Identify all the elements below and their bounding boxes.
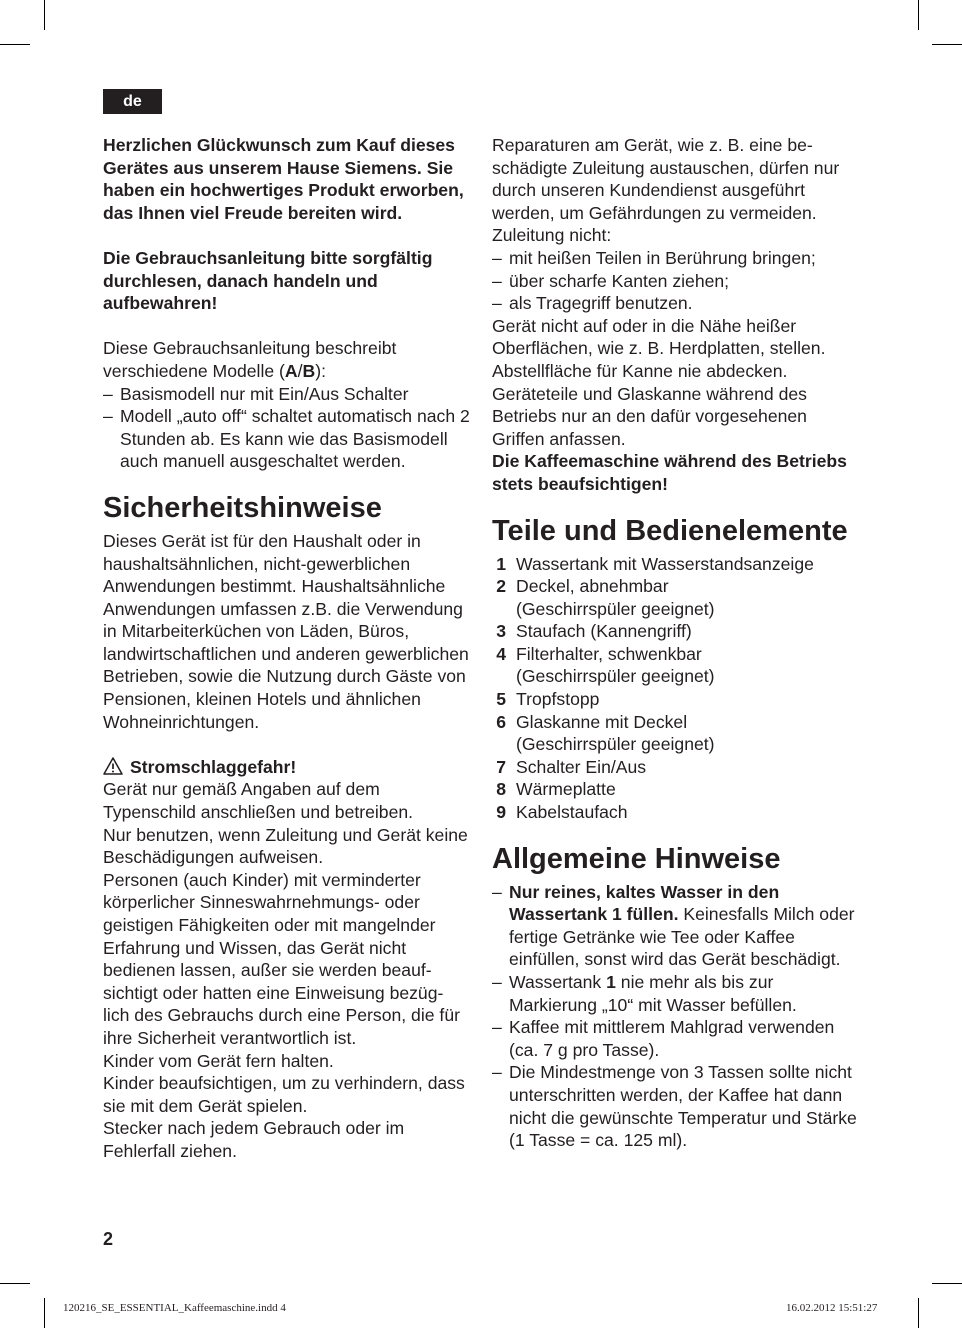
safety-heading: Sicherheitshinweise [103, 491, 382, 524]
crop-mark [932, 1283, 962, 1284]
parts-item-6: 6 Glaskanne mit Deckel (Geschirrspüler geeignet) [496, 711, 715, 755]
intro-read-instructions: Die Gebrauchsanleitung bitte sorgfältig durchlesen, danach handeln und aufbewahren! [103, 247, 433, 314]
parts-item-1: 1 Wassertank mit Wasserstandsanzeige [496, 553, 814, 574]
surface-text-1: Gerät nicht auf oder in die Nähe heißer Oberflächen, wie z. B. Herdplatten, stellen. [492, 315, 826, 359]
list-item: – Nur reines, kaltes Wasser in den Wassertank 1 füllen. Keinesfalls Milch oder fertige Getränke wie Tee oder Kaffee einfüllen, sonst wird das Gerät beschädigt. [492, 881, 855, 970]
list-item: – als Tragegriff benutzen. [492, 293, 693, 314]
shock-text-4: Kinder vom Gerät fern halten. [103, 1050, 334, 1071]
crop-mark [44, 1298, 45, 1328]
list-item: – Die Mindestmenge von 3 Tassen sollte nicht unterschritten werden, der Kaffee hat dann nicht die gewünschte Temperatur und Stärke (1 Tasse = ca. 125 ml). [492, 1062, 857, 1151]
right-column [492, 134, 862, 1152]
left-column [103, 134, 471, 1163]
language-tag: de [103, 89, 162, 114]
supervise-text: Die Kaffeemaschine während des Betriebs stets beaufsichtigen! [492, 451, 847, 494]
parts-item-4: 4 Filterhalter, schwenkbar (Geschirrspüler geeignet) [496, 643, 715, 687]
crop-mark [932, 44, 962, 45]
crop-mark [918, 0, 919, 30]
intro-congratulations: Herzlichen Glückwunsch zum Kauf dieses Gerätes aus unserem Hause Siemens. Sie haben ein hochwertiges Produkt erworben, das Ihnen viel Freude bereiten wird. [103, 135, 464, 223]
page-number: 2 [103, 1229, 114, 1249]
crop-mark [0, 1283, 30, 1284]
list-item: – Wassertank 1 nie mehr als bis zur Markierung „10“ mit Wasser befüllen. [492, 972, 797, 1015]
shock-heading: Stromschlaggefahr! [103, 756, 471, 779]
surface-text-2: Abstellfläche für Kanne nie abdecken. [492, 360, 788, 381]
parts-item-5: 5 Tropfstopp [496, 689, 600, 710]
parts-item-8: 8 Wärmeplatte [496, 779, 616, 800]
shock-text-2: Nur benutzen, wenn Zuleitung und Gerät keine Beschädigungen aufweisen. [103, 824, 468, 868]
cable-intro: Zuleitung nicht: [492, 225, 612, 246]
crop-mark [44, 0, 45, 30]
parts-heading: Teile und Bedienelemente [492, 514, 848, 547]
parts-item-3: 3 Staufach (Kannengriff) [496, 621, 692, 642]
models-description: Diese Gebrauchsanleitung beschreibt verschiedene Modelle (A/B): [103, 338, 397, 381]
parts-item-9: 9 Kabelstaufach [496, 802, 628, 823]
crop-mark [0, 44, 30, 45]
parts-item-7: 7 Schalter Ein/Aus [496, 756, 647, 777]
crop-mark [918, 1298, 919, 1328]
list-item: – Kaffee mit mittlerem Mahlgrad verwenden (ca. 7 g pro Tasse). [492, 1017, 835, 1060]
safety-text: Dieses Gerät ist für den Haushalt oder in haushaltsähnlichen, nicht-gewerblichen Anwendungen bestimmt. Haushaltsähnliche Anwendungen umfassen z.B. die Verwendung in Mitarbeiterküchen von Läden, Büros, landwirtschaftlichen und anderen gewerblichen Betrieben, sowie die Nutzung durch Gäste von Pensionen, kleinen Hotels und ähnlichen Wohneinrichtungen. [103, 530, 469, 732]
list-item: – über scharfe Kanten ziehen; [492, 270, 730, 291]
list-item: – Basismodell nur mit Ein/Aus Schalter [103, 383, 409, 404]
parts-item-2: 2 Deckel, abnehmbar (Geschirrspüler geeignet) [496, 576, 715, 619]
list-item: – mit heißen Teilen in Berührung bringen; [492, 247, 816, 268]
shock-text-6: Stecker nach jedem Gebrauch oder im Fehlerfall ziehen. [103, 1118, 405, 1161]
warning-triangle-icon [103, 757, 123, 775]
footer-date: 16.02.2012 15:51:27 [786, 1302, 878, 1314]
shock-text-1: Gerät nur gemäß Angaben auf dem Typenschild anschließen und betreiben. [103, 779, 414, 823]
repair-text: Reparaturen am Gerät, wie z. B. eine be- schädigte Zuleitung austauschen, dürfen nur durch unseren Kundendienst ausgeführt werden, um Gefährdungen zu vermeiden. [492, 135, 840, 223]
general-heading: Allgemeine Hinweise [492, 842, 781, 875]
handles-text: Geräteteile und Glaskanne während des Betriebs nur an den dafür vorgesehenen Griffen anfassen. [492, 383, 807, 449]
shock-text-3: Personen (auch Kinder) mit verminderter körperlicher Sinneswahrnehmungs- oder geistigen Fähigkeiten oder mit mangelnder Erfahrung und Wissen, das Gerät nicht bedienen lassen, außer sie werden beauf- sichtigt oder hatten eine Einweisung bezüg- lich des Gebrauchs durch eine Person, die für ihre Sicherheit verantwortlich ist. [103, 869, 460, 1048]
shock-text-5: Kinder beaufsichtigen, um zu verhindern, dass sie mit dem Gerät spielen. [103, 1073, 465, 1116]
list-item: – Modell „auto off“ schaltet automatisch nach 2 Stunden ab. Es kann wie das Basismodell auch manuell ausgeschaltet werden. [103, 406, 470, 472]
footer-file: 120216_SE_ESSENTIAL_Kaffeemaschine.indd 4 [63, 1302, 286, 1314]
